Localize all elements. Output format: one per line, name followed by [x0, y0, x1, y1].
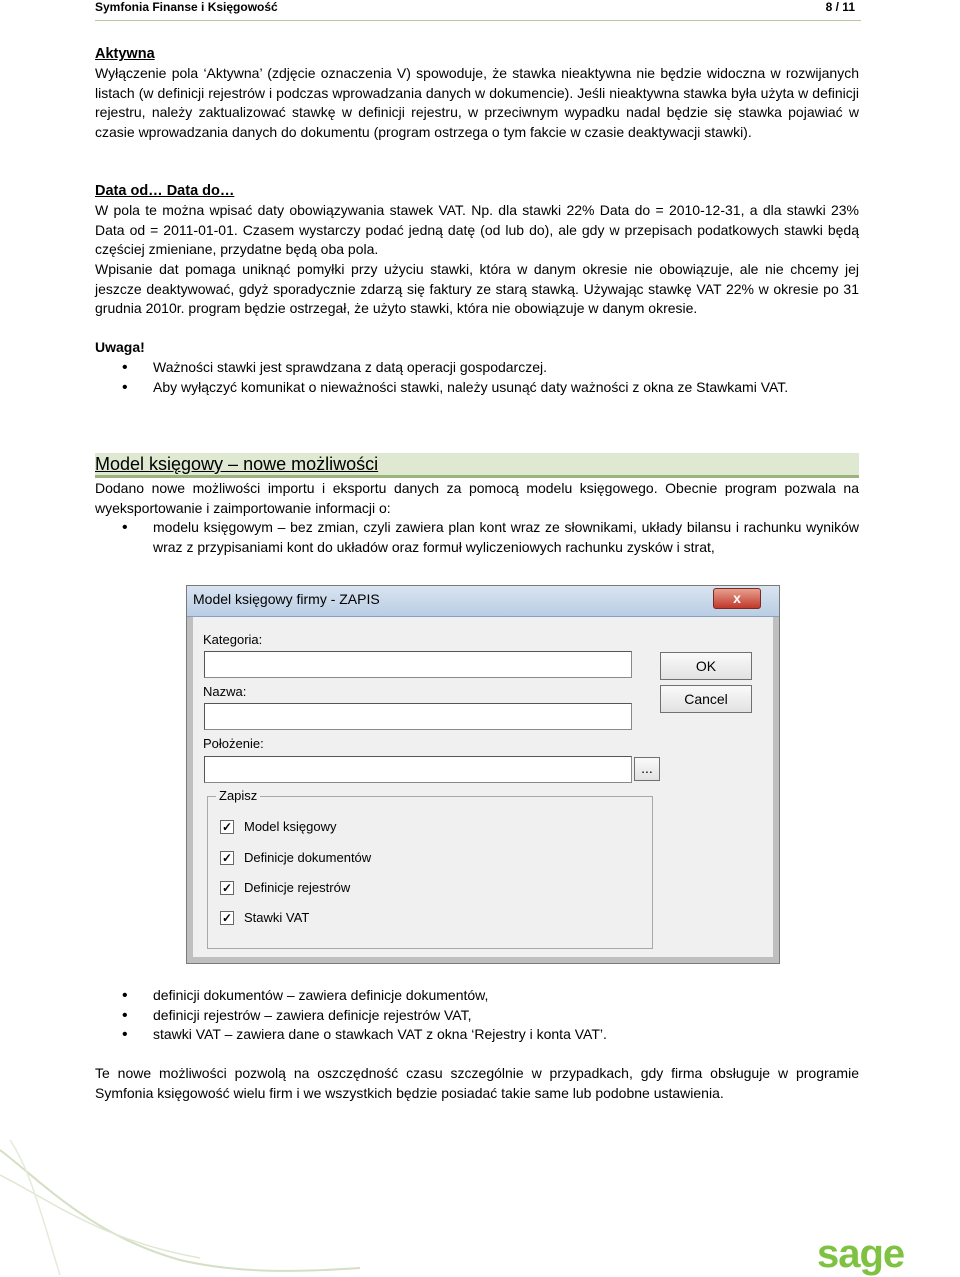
list-item — [95, 986, 859, 1006]
sage-logo: sage — [817, 1232, 905, 1276]
checkbox-label: Model księgowy — [244, 819, 337, 834]
data-paragraph-1: W pola te można wpisać daty obowiązywania stawek VAT. Np. dla stawki 22% Data do = 2010-12-31, a dla stawki 23% Data od = 2011-01-01. Czasem wystarczy podać jedną datę (od lub do), ale gdy w przepisach podatkowych stawki będą częściej zmieniane, przydatne będą oba pola. — [95, 202, 859, 257]
list-item — [95, 518, 859, 557]
list-item — [95, 358, 859, 378]
checkbox-label: Definicje rejestrów — [244, 880, 351, 895]
aktywna-text: Wyłączenie pola ‘Aktywna’ (zdjęcie oznaczenia V) spowoduje, że stawka nieaktywna nie będzie widoczna w rozwijanych listach (w definicji rejestrów i podczas wprowadzania danych w dokumencie). Jeśli nieaktywna stawka była użyta w definicji rejestru, należy zaktualizować stawkę w definicji rejestru, w przeciwnym wypadku nadal będzie się stawka pojawiać w czasie wprowadzania danych do dokumentu (program ostrzega o tym fakcie w czasie deaktywacji stawki). — [95, 65, 859, 140]
model-closing: Te nowe możliwości pozwolą na oszczędność czasu szczególnie w przypadkach, gdy firma obsługuje w programie Symfonia księgowość wielu firm i we wszystkich będzie posiadać takie same lub podobne ustawienia. — [95, 1065, 859, 1101]
group-title: Zapisz — [216, 788, 260, 803]
section-title-bar — [95, 453, 859, 478]
model-list-1 — [95, 518, 859, 557]
polozenie-input[interactable] — [204, 756, 632, 783]
model-list-2 — [95, 986, 859, 1045]
dialog-titlebar — [187, 586, 779, 617]
checkbox-label: Definicje dokumentów — [244, 850, 372, 865]
data-paragraph-2: Wpisanie dat pomaga uniknąć pomyłki przy użyciu stawki, która w danym okresie nie obowiązuje, ale nie chcemy jej jeszcze deaktywować, gdyż sporadycznie zdarzą się faktury ze starą stawką. Używając stawkę VAT 22% w okresie po 31 grudnia 2010r. program będzie ostrzegał, że użyto stawki, która nie obowiązuje w danym okresie. — [95, 261, 859, 316]
browse-button[interactable]: ... — [634, 757, 660, 781]
list-item-text: definicji dokumentów – zawiera definicje dokumentów, — [153, 987, 489, 1003]
polozenie-label: Położenie: — [203, 736, 264, 751]
list-item-text: stawki VAT – zawiera dane o stawkach VAT z okna ‘Rejestry i konta VAT’. — [153, 1026, 607, 1042]
list-item — [95, 1025, 859, 1045]
dialog-title: Model księgowy firmy - ZAPIS — [193, 591, 380, 607]
checkmark-icon: ✓ — [221, 911, 233, 925]
uwaga-list — [95, 358, 859, 397]
document-title: Symfonia Finanse i Księgowość — [95, 0, 278, 14]
aktywna-heading: Aktywna — [95, 46, 155, 62]
checkmark-icon: ✓ — [221, 851, 233, 865]
dialog-body — [193, 617, 773, 957]
checkmark-icon: ✓ — [221, 820, 233, 834]
nazwa-input[interactable] — [204, 703, 632, 730]
model-intro: Dodano nowe możliwości importu i eksportu danych za pomocą modelu księgowego. Obecnie program pozwala na wyeksportowanie i zaimportowanie informacji o: — [95, 480, 859, 516]
list-item — [95, 1006, 859, 1026]
close-icon: x — [733, 590, 741, 606]
decorative-swirl — [0, 1140, 360, 1275]
checkmark-icon: ✓ — [221, 881, 233, 895]
checkbox-label: Stawki VAT — [244, 910, 310, 925]
close-button[interactable] — [713, 588, 761, 609]
data-heading: Data od… Data do… — [95, 183, 235, 199]
nazwa-label: Nazwa: — [203, 684, 247, 699]
list-item — [95, 378, 859, 398]
list-item-text: Aby wyłączyć komunikat o nieważności stawki, należy usunąć daty ważności z okna ze Stawkami VAT. — [153, 378, 789, 395]
section-title: Model księgowy – nowe możliwości — [95, 454, 379, 474]
kategoria-input[interactable] — [204, 651, 632, 678]
cancel-button[interactable]: Cancel — [660, 685, 752, 713]
ok-button[interactable]: OK — [660, 652, 752, 680]
page-number: 8 / 11 — [825, 0, 855, 14]
kategoria-label: Kategoria: — [203, 632, 263, 647]
model-dialog — [186, 585, 780, 964]
page-header — [95, 0, 861, 21]
list-item-text: Ważności stawki jest sprawdzana z datą operacji gospodarczej. — [153, 359, 548, 375]
list-item-text: modelu księgowym – bez zmian, czyli zawiera plan kont wraz ze słownikami, układy bilansu i rachunku wyników wraz z przypisaniami kont do układów oraz formuł wyliczeniowych rachunku zysków i strat, — [153, 519, 859, 555]
uwaga-label: Uwaga! — [95, 339, 145, 355]
list-item-text: definicji rejestrów – zawiera definicje rejestrów VAT, — [153, 1006, 472, 1023]
zapisz-group — [207, 788, 653, 949]
